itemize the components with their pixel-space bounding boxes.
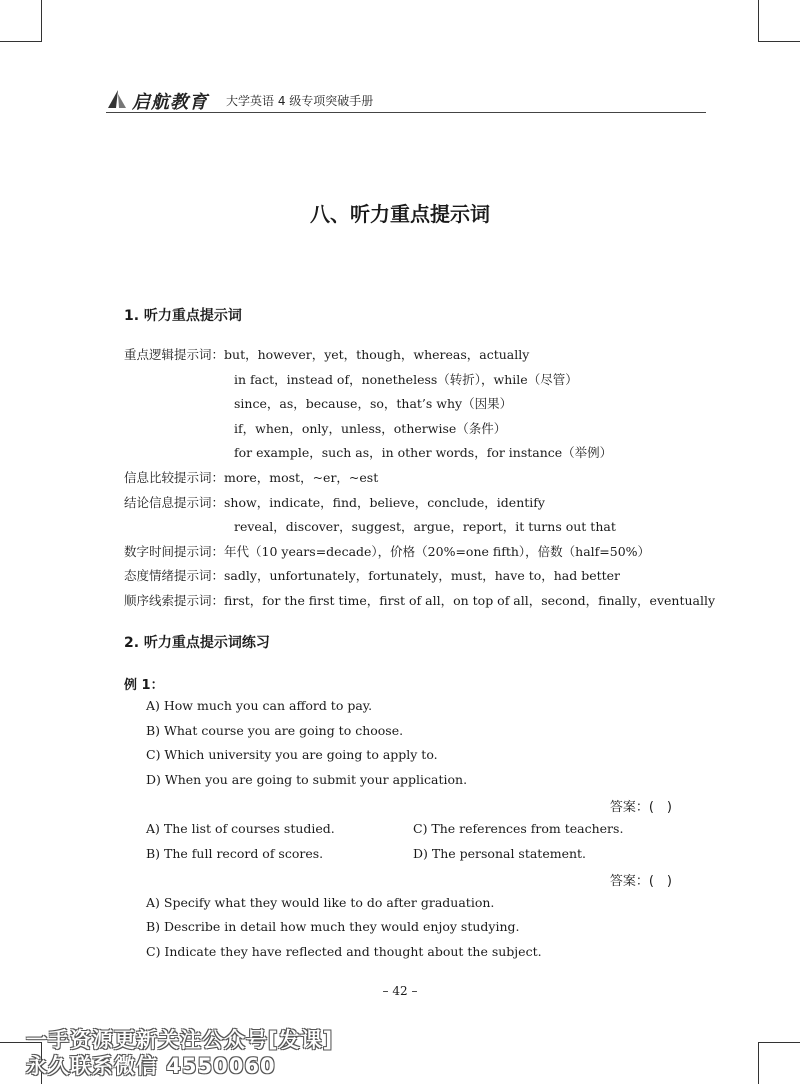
keyword-row xyxy=(124,470,378,486)
option-line: B) Describe in detail how much they would enjoy studying. xyxy=(146,919,520,934)
example-label: 例 1： xyxy=(124,678,164,693)
keyword-label: 信息比较提示词： xyxy=(124,470,225,485)
option-line: C) Which university you are going to apply to. xyxy=(146,747,438,762)
crop-mark-top-left-v xyxy=(41,0,42,42)
keyword-row xyxy=(124,495,545,511)
keyword-row xyxy=(124,347,529,363)
brand-logo-text: 启航教育 xyxy=(132,92,208,113)
keyword-text: if，when，only，unless，otherwise（条件） xyxy=(234,421,507,436)
keyword-row xyxy=(234,445,612,461)
keyword-text: but，however，yet，though，whereas，actually xyxy=(224,347,530,362)
keyword-text: show，indicate，find，believe，conclude，identify xyxy=(224,495,545,510)
keyword-text: first，for the first time，first of all，on top of all，second，finally，eventually xyxy=(224,593,716,608)
keyword-text: more，most，~er，~est xyxy=(224,470,379,485)
page-title: 八、听力重点提示词 xyxy=(310,202,490,226)
option-line: C) Indicate they have reflected and thought about the subject. xyxy=(146,944,542,959)
keyword-text: in fact，instead of，nonetheless（转折），while（尽管） xyxy=(234,372,578,387)
keyword-text: reveal，discover，suggest，argue，report，it turns out that xyxy=(234,519,616,534)
keyword-text: 年代（10 years=decade），价格（20%=one fifth），倍数（half=50%） xyxy=(224,544,651,559)
keyword-row xyxy=(234,396,512,412)
keyword-row xyxy=(234,372,578,388)
page-number: – 42 – xyxy=(382,984,418,998)
option-line: B) What course you are going to choose. xyxy=(146,723,404,738)
section-heading-1: 1. 听力重点提示词 xyxy=(124,308,242,324)
option-line: C) The references from teachers. xyxy=(413,821,624,836)
option-line: A) Specify what they would like to do after graduation. xyxy=(146,895,495,910)
watermark-line-1: 一手资源更新关注公众号[发课] xyxy=(26,1028,334,1052)
option-line: D) When you are going to submit your application. xyxy=(146,772,468,787)
answer-blank: 答案：( ) xyxy=(609,800,672,815)
watermark-line-2: 永久联系微信 4550060 xyxy=(26,1054,276,1078)
keyword-row xyxy=(124,568,620,584)
option-line: A) The list of courses studied. xyxy=(146,821,335,836)
keyword-row xyxy=(234,519,616,535)
keyword-label: 顺序线索提示词： xyxy=(124,593,225,608)
option-line: A) How much you can afford to pay. xyxy=(146,698,373,713)
keyword-label: 态度情绪提示词： xyxy=(124,568,225,583)
crop-mark-top-left-h xyxy=(0,41,42,42)
keyword-label: 重点逻辑提示词： xyxy=(124,347,225,362)
keyword-row xyxy=(124,544,650,560)
keyword-label: 数字时间提示词： xyxy=(124,544,225,559)
keyword-row xyxy=(124,593,715,609)
keyword-text: for example，such as，in other words，for instance（举例） xyxy=(234,445,613,460)
crop-mark-top-right-v xyxy=(758,0,759,42)
keyword-text: sadly，unfortunately，fortunately，must，have to，had better xyxy=(224,568,621,583)
sail-logo-icon xyxy=(106,88,128,110)
keyword-text: since，as，because，so，that’s why（因果） xyxy=(234,396,513,411)
option-line: B) The full record of scores. xyxy=(146,846,324,861)
page-header xyxy=(106,86,706,114)
section-heading-2: 2. 听力重点提示词练习 xyxy=(124,635,270,651)
keyword-label: 结论信息提示词： xyxy=(124,495,225,510)
keyword-row xyxy=(234,421,506,437)
header-rule xyxy=(106,112,706,113)
crop-mark-bottom-right-v xyxy=(758,1042,759,1084)
crop-mark-bottom-right-h xyxy=(758,1042,800,1043)
crop-mark-top-right-h xyxy=(758,41,800,42)
header-subtitle: 大学英语 4 级专项突破手册 xyxy=(226,94,374,108)
answer-blank: 答案：( ) xyxy=(609,874,672,889)
option-line: D) The personal statement. xyxy=(413,846,587,861)
